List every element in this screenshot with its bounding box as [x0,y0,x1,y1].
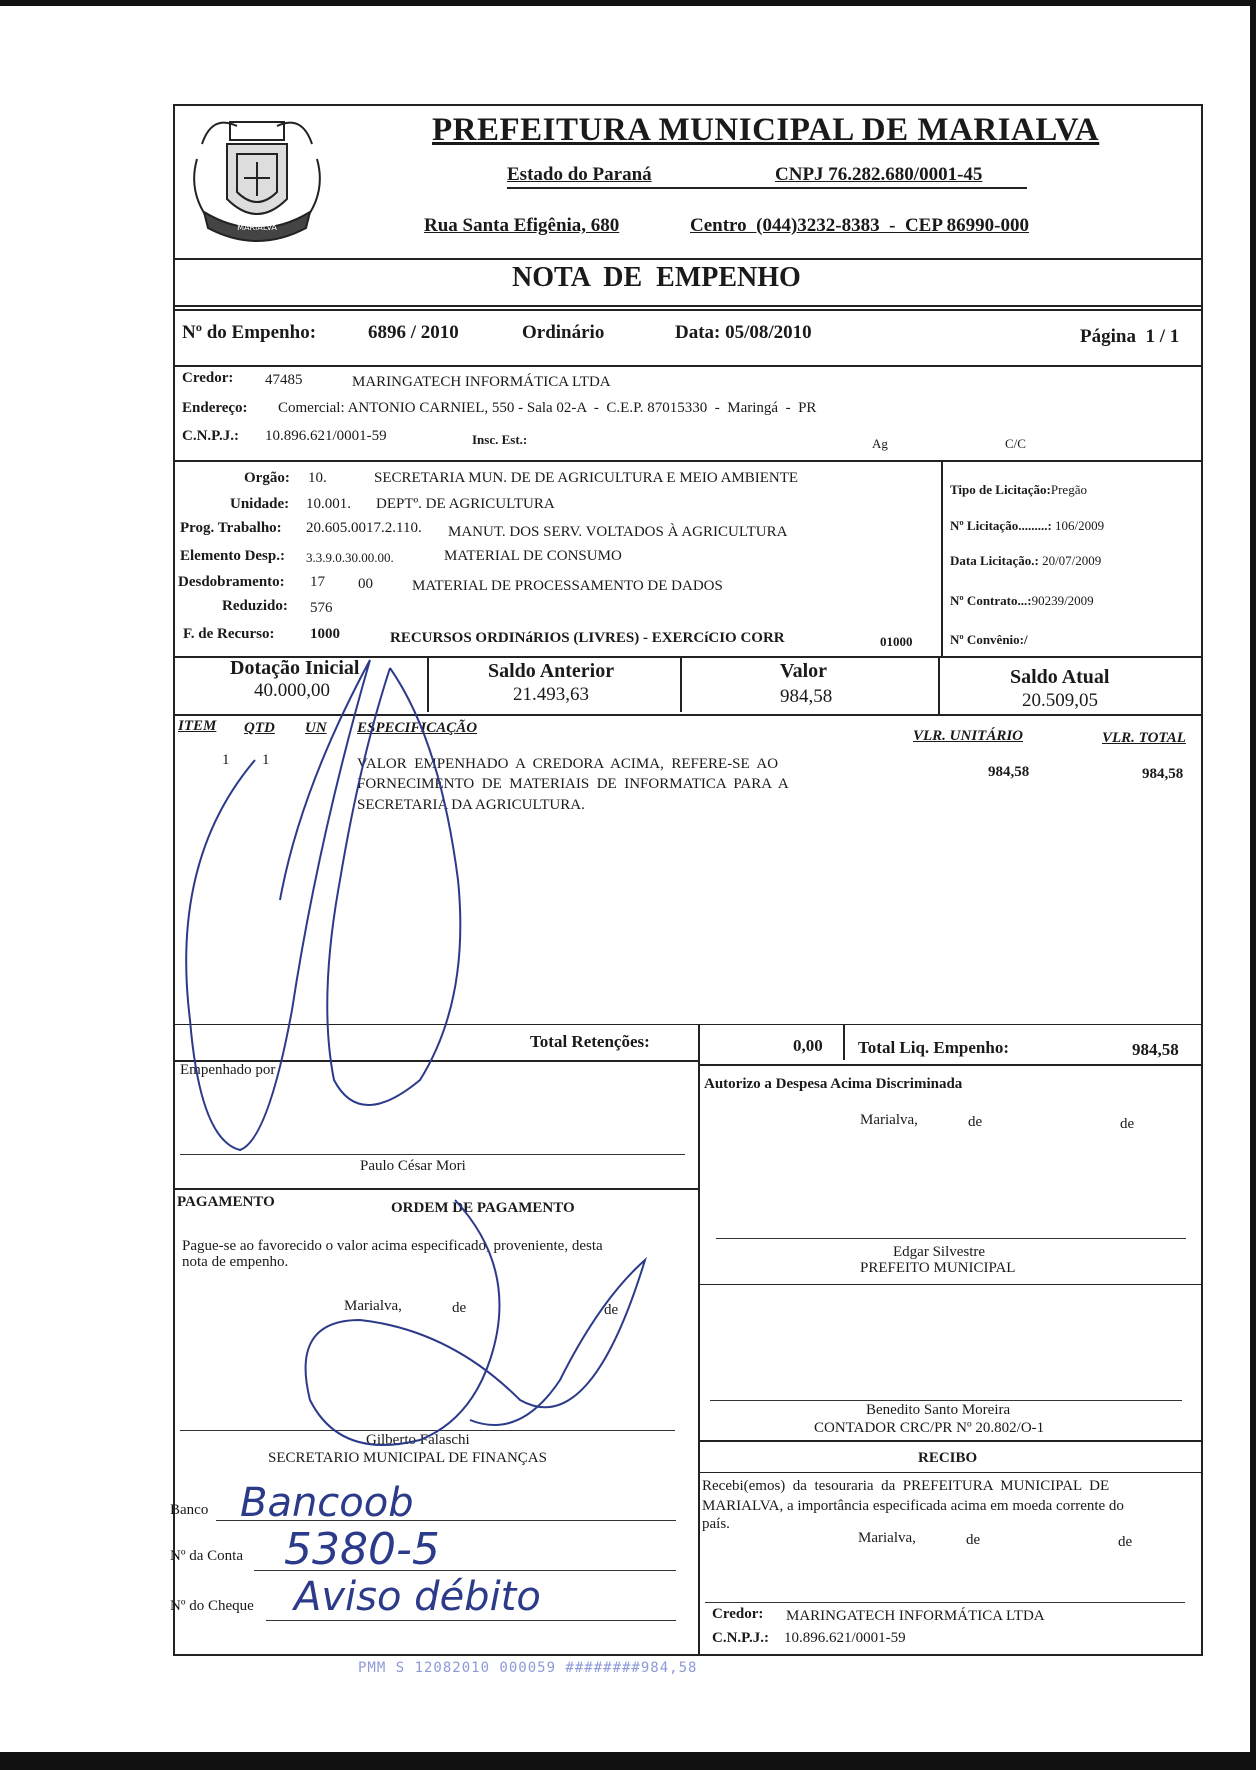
contact-label: Centro (044)3232-8383 - CEP 86990-000 [690,215,1029,236]
secretary-name: Gilberto Falaschi [366,1432,470,1448]
un-header: UN [305,720,327,736]
municipality-title: PREFEITURA MUNICIPAL DE MARIALVA [432,112,1100,148]
orgao-label: Orgão: [244,470,290,486]
contrato-label: Nº Contrato...: [950,593,1032,608]
recibo-credor: MARINGATECH INFORMÁTICA LTDA [786,1608,1045,1624]
conta-handwritten: 5380-5 [284,1524,440,1575]
unit-price-header: VLR. UNITÁRIO [913,728,1024,744]
unidade-code: 10.001. [306,496,351,512]
qtd-header: QTD [244,720,275,736]
saldo-anterior-value: 21.493,63 [513,684,589,705]
document-title: NOTA DE EMPENHO [512,262,801,293]
elemento-name: MATERIAL DE CONSUMO [444,548,622,564]
recibo-text-2: MARIALVA, a importância especificada acima em moeda corrente do [702,1498,1124,1514]
credor-cnpj: 10.896.621/0001-59 [265,428,387,444]
valor-label: Valor [780,660,828,682]
convenio-label: Nº Convênio:/ [950,632,1028,647]
desdobramento-name: MATERIAL DE PROCESSAMENTO DE DADOS [412,578,723,594]
recibo-de-2: de [1118,1534,1133,1550]
item-description-3: SECRETARIA DA AGRICULTURA. [357,797,585,813]
licitacao-date: 20/07/2009 [1042,553,1102,568]
liquido-label: Total Liq. Empenho: [858,1038,1009,1057]
recibo-label: RECIBO [918,1450,978,1466]
page-number: Página 1 / 1 [1080,326,1180,347]
empenho-type: Ordinário [522,322,605,343]
autorizo-label: Autorizo a Despesa Acima Discriminada [704,1076,963,1092]
state-label: Estado do Paraná [507,164,652,185]
credor-label: Credor: [182,370,234,386]
autorizo-de-1: de [968,1114,983,1130]
accountant-role: CONTADOR CRC/PR Nº 20.802/O-1 [814,1420,1045,1436]
recibo-de-1: de [966,1532,981,1548]
recibo-credor-label: Credor: [712,1606,764,1622]
recibo-place: Marialva, [858,1530,916,1546]
empenhado-por-name: Paulo César Mori [360,1158,466,1174]
recibo-text-3: país. [702,1516,730,1532]
recurso-code-2: 01000 [880,634,913,649]
especificacao-header: ESPECIFICAÇÃO [357,720,478,736]
item-total-price: 984,58 [1142,766,1184,782]
recurso-code: 1000 [310,626,340,642]
address-field-label: Endereço: [182,400,248,416]
recibo-cnpj: 10.896.621/0001-59 [784,1630,906,1646]
recurso-name: RECURSOS ORDINáRIOS (LIVRES) - EXERCíCIO CORR [390,630,785,646]
recibo-cnpj-label: C.N.P.J.: [712,1630,769,1646]
signature-payment [306,1200,645,1445]
autorizo-place: Marialva, [860,1112,918,1128]
account-label: C/C [1005,436,1026,451]
item-description-2: FORNECIMENTO DE MATERIAIS DE INFORMATICA PARA A [357,776,789,792]
orgao-name: SECRETARIA MUN. DE DE AGRICULTURA E MEIO AMBIENTE [374,470,799,486]
agency-label: Ag [872,436,888,451]
empenhado-por-label: Empenhado por [180,1062,276,1078]
orgao-code: 10. [308,470,327,486]
credor-code: 47485 [265,372,303,388]
signature-loop-left [186,660,370,1150]
insc-est-label: Insc. Est.: [472,432,528,447]
cheque-label: Nº do Cheque [170,1598,254,1614]
empenho-number-label: Nº do Empenho: [182,322,317,343]
ordem-pagamento-label: ORDEM DE PAGAMENTO [391,1200,575,1216]
mayor-role: PREFEITO MUNICIPAL [860,1260,1016,1276]
pagamento-de-2: de [604,1302,619,1318]
credor-address: Comercial: ANTONIO CARNIEL, 550 - Sala 02-A - C.E.P. 87015330 - Maringá - PR [278,400,817,416]
contrato-number: 90239/2009 [1031,593,1094,608]
cheque-handwritten: Aviso débito [294,1574,541,1620]
reduzido-code: 576 [310,600,333,616]
unidade-label: Unidade: [230,496,290,512]
saldo-atual-label: Saldo Atual [1010,666,1110,688]
conta-label: Nº da Conta [170,1548,243,1564]
pagamento-label: PAGAMENTO [177,1194,275,1210]
banco-handwritten: Bancoob [240,1480,414,1526]
dotacao-value: 40.000,00 [254,680,330,701]
retencoes-value: 0,00 [793,1036,823,1055]
prog-code: 20.605.0017.2.110. [306,520,422,536]
credor-name: MARINGATECH INFORMÁTICA LTDA [352,374,611,390]
item-quantity: 1 [262,752,270,768]
elemento-code: 3.3.9.0.30.00.00. [306,550,394,565]
accountant-name: Benedito Santo Moreira [866,1402,1011,1418]
pagamento-place: Marialva, [344,1298,402,1314]
item-header: ITEM [178,718,217,734]
recurso-label: F. de Recurso: [183,626,275,642]
desdobramento-code-2: 00 [358,576,373,592]
total-price-header: VLR. TOTAL [1102,730,1186,746]
mayor-name: Edgar Silvestre [893,1244,986,1260]
empenho-date: Data: 05/08/2010 [675,322,812,343]
valor-value: 984,58 [780,686,833,707]
saldo-atual-value: 20.509,05 [1022,690,1098,711]
pagamento-text-1: Pague-se ao favorecido o valor acima especificado, proveniente, desta [182,1238,603,1254]
recibo-text-1: Recebi(emos) da tesouraria da PREFEITURA MUNICIPAL DE [702,1478,1110,1494]
retencoes-label: Total Retenções: [530,1032,650,1051]
credor-cnpj-label: C.N.P.J.: [182,428,239,444]
banco-label: Banco [170,1502,209,1518]
desdobramento-code: 17 [310,574,325,590]
tipo-licitacao-value: Pregão [1050,482,1087,497]
prog-label: Prog. Trabalho: [180,520,282,536]
secretary-role: SECRETARIO MUNICIPAL DE FINANÇAS [268,1450,547,1466]
pagamento-de-1: de [452,1300,467,1316]
licitacao-number: 106/2009 [1055,518,1105,533]
item-description-1: VALOR EMPENHADO A CREDORA ACIMA, REFERE-SE AO [357,756,779,772]
unidade-name: DEPTº. DE AGRICULTURA [376,496,555,512]
svg-text:MARIALVA: MARIALVA [237,223,277,232]
autorizo-de-2: de [1120,1116,1135,1132]
elemento-label: Elemento Desp.: [180,548,285,564]
tipo-licitacao-label: Tipo de Licitação: [950,482,1051,497]
prog-name: MANUT. DOS SERV. VOLTADOS À AGRICULTURA [448,524,788,540]
item-unit-price: 984,58 [988,764,1030,780]
dotacao-label: Dotação Inicial [230,657,360,679]
reduzido-label: Reduzido: [222,598,288,614]
signature-loop-right [327,668,460,1105]
liquido-value: 984,58 [1132,1040,1179,1059]
cnpj-label: CNPJ 76.282.680/0001-45 [775,164,983,185]
machine-stamp: PMM S 12082010 000059 ########984,58 [358,1660,698,1676]
saldo-anterior-label: Saldo Anterior [488,660,615,682]
pagamento-text-2: nota de empenho. [182,1254,289,1270]
item-number: 1 [222,752,230,768]
address-label: Rua Santa Efigênia, 680 [424,215,620,236]
licitacao-number-label: Nº Licitação.........: [950,518,1052,533]
desdobramento-label: Desdobramento: [178,574,285,590]
licitacao-date-label: Data Licitação.: [950,553,1039,568]
empenho-number: 6896 / 2010 [368,322,459,343]
